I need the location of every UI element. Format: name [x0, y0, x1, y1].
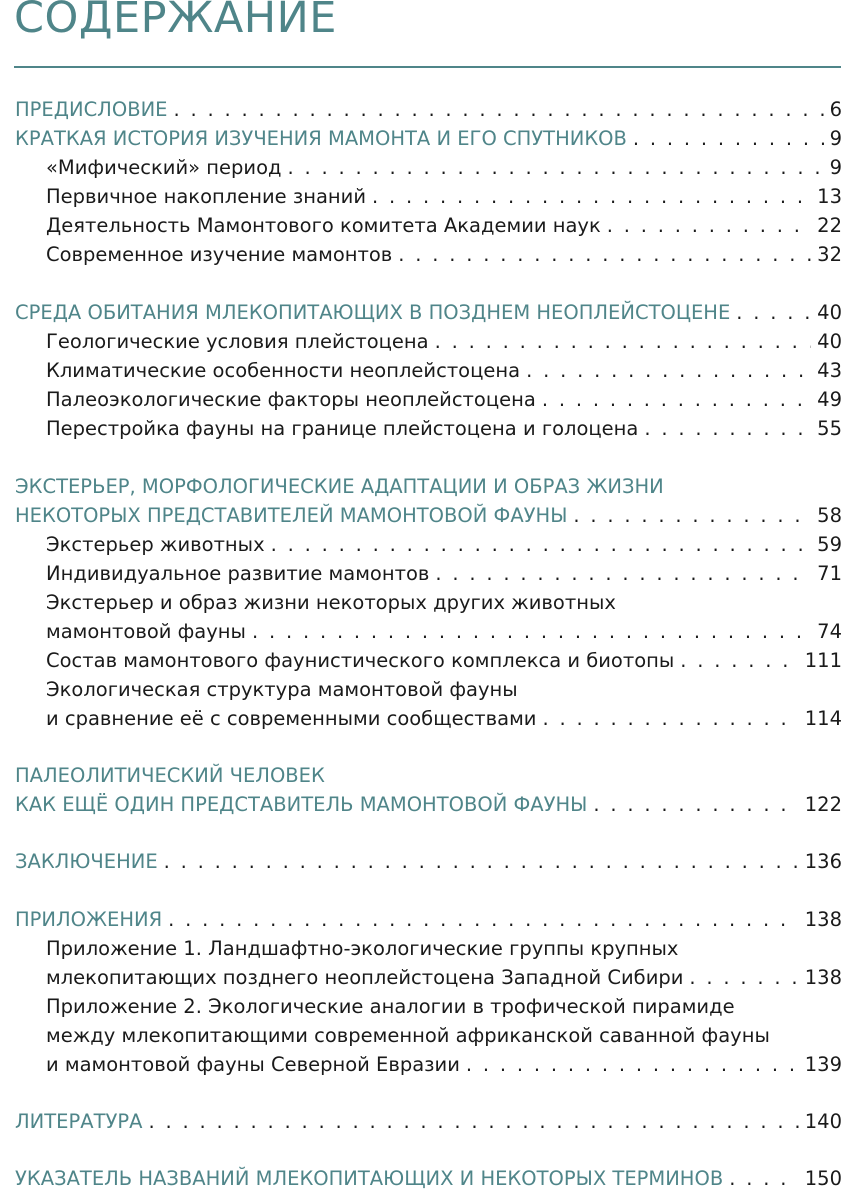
toc-entry[interactable]: «Мифический» период . . . 9	[46, 153, 842, 182]
toc-entry[interactable]: СРЕДА ОБИТАНИЯ МЛЕКОПИТАЮЩИХ В ПОЗДНЕМ НЕОПЛЕЙСТОЦЕНЕ . . . 40	[15, 298, 842, 327]
leader-dots	[271, 530, 812, 559]
page-number: 59	[817, 533, 842, 556]
page-title: СОДЕРЖАНИЕ	[14, 0, 337, 43]
leader-dots	[633, 124, 824, 153]
toc-entry[interactable]: ЛИТЕРАТУРА . . . 140	[15, 1107, 842, 1136]
toc-entry[interactable]: НЕКОТОРЫХ ПРЕДСТАВИТЕЛЕЙ МАМОНТОВОЙ ФАУНЫ . . . 58	[15, 501, 842, 530]
toc-entry[interactable]: КРАТКАЯ ИСТОРИЯ ИЗУЧЕНИЯ МАМОНТА И ЕГО СПУТНИКОВ . . . 9	[15, 124, 842, 153]
leader-dots	[398, 240, 811, 269]
page-number: 9	[829, 156, 842, 179]
toc-entry[interactable]: КАК ЕЩЁ ОДИН ПРЕДСТАВИТЕЛЬ МАМОНТОВОЙ ФАУНЫ . . . 122	[15, 790, 842, 819]
toc-entry[interactable]: ПРИЛОЖЕНИЯ . . . 138	[15, 905, 842, 934]
leader-dots	[173, 95, 823, 124]
leader-dots	[372, 182, 811, 211]
toc-entry-line[interactable]: Приложение 2. Экологические аналогии в трофической пирамиде	[46, 995, 735, 1018]
leader-dots	[168, 905, 799, 934]
leader-dots	[542, 385, 811, 414]
leader-dots	[526, 356, 811, 385]
toc-entry[interactable]: Перестройка фауны на границе плейстоцена и голоцена . . . 55	[46, 414, 842, 443]
page-number: 40	[817, 301, 842, 324]
page-number: 6	[829, 98, 842, 121]
leader-dots	[435, 559, 811, 588]
leader-dots	[607, 211, 811, 240]
page-number: 22	[817, 214, 842, 237]
leader-dots	[287, 153, 823, 182]
leader-dots	[593, 790, 798, 819]
page-number: 71	[817, 562, 842, 585]
toc-entry[interactable]: Современное изучение мамонтов . . . 32	[46, 240, 842, 269]
toc-entry[interactable]: Деятельность Мамонтового комитета Академии наук . . . 22	[46, 211, 842, 240]
toc-entry[interactable]: Палеоэкологические факторы неоплейстоцена . . . 49	[46, 385, 842, 414]
toc-entry-line[interactable]: ЭКСТЕРЬЕР, МОРФОЛОГИЧЕСКИЕ АДАПТАЦИИ И ОБРАЗ ЖИЗНИ	[15, 475, 664, 498]
page-number: 140	[804, 1110, 842, 1133]
page-number: 138	[804, 908, 842, 931]
toc-entry-line[interactable]: Экологическая структура мамонтовой фауны	[46, 678, 518, 701]
toc-entry[interactable]: ЗАКЛЮЧЕНИЕ . . . 136	[15, 847, 842, 876]
page-number: 9	[829, 127, 842, 150]
toc-entry-line[interactable]: Приложение 1. Ландшафтно-экологические группы крупных	[46, 937, 679, 960]
page-number: 122	[804, 793, 842, 816]
toc-entry-line[interactable]: между млекопитающими современной африканской саванной фауны	[46, 1024, 770, 1047]
toc-entry[interactable]: Экстерьер животных . . . 59	[46, 530, 842, 559]
page-number: 55	[817, 417, 842, 440]
page-number: 13	[817, 185, 842, 208]
page-number: 136	[804, 850, 842, 873]
page-number: 138	[804, 966, 842, 989]
leader-dots	[252, 617, 811, 646]
toc-entry[interactable]: Геологические условия плейстоцена . . . 40	[46, 327, 842, 356]
toc-entry[interactable]: ПРЕДИСЛОВИЕ . . . 6	[15, 95, 842, 124]
leader-dots	[729, 1164, 799, 1193]
page-number: 58	[817, 504, 842, 527]
leader-dots	[644, 414, 811, 443]
page-number: 74	[817, 620, 842, 643]
toc-entry[interactable]: УКАЗАТЕЛЬ НАЗВАНИЙ МЛЕКОПИТАЮЩИХ И НЕКОТОРЫХ ТЕРМИНОВ . . . 150	[15, 1164, 842, 1193]
page-number: 40	[817, 330, 842, 353]
toc-entry-line[interactable]: ПАЛЕОЛИТИЧЕСКИЙ ЧЕЛОВЕК	[15, 764, 325, 787]
page-number: 114	[804, 707, 842, 730]
page-number: 139	[804, 1053, 842, 1076]
toc-entry[interactable]: Состав мамонтового фаунистического комплекса и биотопы . . . 111	[46, 646, 842, 675]
toc-entry[interactable]: Климатические особенности неоплейстоцена . . . 43	[46, 356, 842, 385]
toc-entry[interactable]: Индивидуальное развитие мамонтов . . . 71	[46, 559, 842, 588]
toc-entry[interactable]: и сравнение её с современными сообществами . . . 114	[46, 704, 842, 733]
toc-entry[interactable]: млекопитающих позднего неоплейстоцена Западной Сибири . . . 138	[46, 963, 842, 992]
leader-dots	[736, 298, 811, 327]
page-number: 49	[817, 388, 842, 411]
toc-entry[interactable]: и мамонтовой фауны Северной Евразии . . . 139	[46, 1050, 842, 1079]
toc-entry[interactable]: Первичное накопление знаний . . . 13	[46, 182, 842, 211]
leader-dots	[542, 704, 798, 733]
leader-dots	[689, 963, 798, 992]
page-number: 43	[817, 359, 842, 382]
title-divider	[14, 66, 841, 68]
page-number: 32	[817, 243, 842, 266]
leader-dots	[680, 646, 798, 675]
page-number: 111	[804, 649, 842, 672]
toc-entry-line[interactable]: Экстерьер и образ жизни некоторых других животных	[46, 591, 616, 614]
leader-dots	[435, 327, 812, 356]
toc-entry[interactable]: мамонтовой фауны . . . 74	[46, 617, 842, 646]
leader-dots	[466, 1050, 799, 1079]
leader-dots	[573, 501, 811, 530]
page-number: 150	[804, 1167, 842, 1190]
leader-dots	[148, 1107, 798, 1136]
leader-dots	[164, 847, 799, 876]
